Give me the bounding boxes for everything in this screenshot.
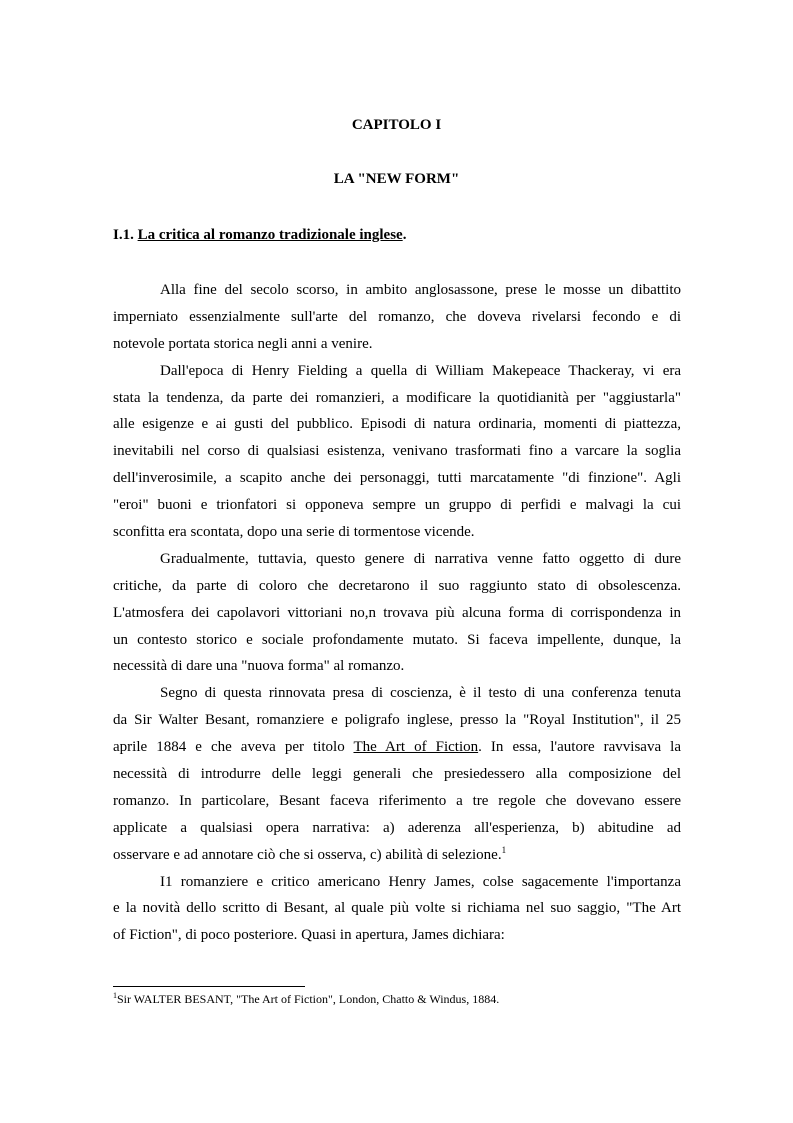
paragraph-4-line-6: applicate a qualsiasi opera narrativa: a) aderenza all'esperienza, b) abitudine ad	[113, 819, 681, 836]
chapter-title: CAPITOLO I	[351, 117, 442, 133]
body-text	[113, 277, 681, 949]
paragraph-4-line-3-start: aprile 1884 e che aveva per titolo	[113, 739, 354, 756]
paragraph-3-line-4: un contesto storico e sociale profondamente mutato. Si faceva impellente, dunque, la	[113, 631, 681, 648]
paragraph-2-line-6: "eroi" buoni e trionfatori si opponeva sempre un gruppo di perfidi e malvagi la cui	[113, 497, 681, 514]
paragraph-2-line-2: stata la tendenza, da parte dei romanzieri, a modificare la quotidianità per "aggiustarla"	[113, 389, 681, 406]
paragraph-4-line-4: necessità di introdurre delle leggi generali che presiedessero alla composizione del	[113, 766, 681, 783]
paragraph-3-line-3: L'atmosfera dei capolavori vittoriani no,n trovava più alcuna forma di corrispondenza in	[113, 604, 681, 621]
footnote-reference: 1	[501, 844, 507, 855]
section-number: I.1.	[113, 227, 134, 243]
paragraph-5-line-3: of Fiction", di poco posteriore. Quasi in apertura, James dichiara:	[113, 927, 505, 944]
footnote	[113, 991, 499, 1007]
chapter-subtitle	[0, 170, 793, 188]
paragraph-4-line-1: Segno di questa rinnovata presa di coscienza, è il testo di una conferenza tenuta	[160, 685, 681, 702]
footnote-marker: 1	[113, 991, 117, 1000]
footnote-text: Sir WALTER BESANT, "The Art of Fiction", London, Chatto & Windus, 1884.	[117, 992, 500, 1006]
chapter-heading	[0, 116, 793, 134]
section-title: La critica al romanzo tradizionale inglese	[137, 227, 403, 243]
art-of-fiction-title: The Art of Fiction	[353, 739, 479, 756]
paragraph-2-line-5: dell'inverosimile, a scapito anche dei personaggi, tutti marcatamente "di finzione". Agli	[113, 470, 681, 487]
paragraph-4-line-3	[113, 734, 681, 761]
paragraph-2-line-4: inevitabili nel corso di qualsiasi esistenza, venivano trasformati fino a varcare la soglia	[113, 443, 681, 460]
paragraph-4-line-3-end: . In essa, l'autore ravvisava la	[478, 739, 681, 756]
paragraph-1-line-3: notevole portata storica negli anni a venire.	[113, 335, 373, 352]
paragraph-5-line-2: e la novità dello scritto di Besant, al quale più volte si richiama nel suo saggio, "The Art	[113, 900, 681, 917]
paragraph-4-line-7-text: osservare e ad annotare ciò che si osserva, c) abilità di selezione.	[113, 846, 502, 863]
paragraph-2-line-1: Dall'epoca di Henry Fielding a quella di William Makepeace Thackeray, vi era	[160, 362, 681, 379]
chapter-subtitle-text: LA "NEW FORM"	[333, 171, 460, 187]
paragraph-3-line-1: Gradualmente, tuttavia, questo genere di narrativa venne fatto oggetto di dure	[160, 550, 681, 567]
section-heading	[113, 226, 406, 244]
paragraph-1-line-1: Alla fine del secolo scorso, in ambito anglosassone, prese le mosse un dibattito	[160, 282, 681, 298]
paragraph-4-line-2: da Sir Walter Besant, romanziere e poligrafo inglese, presso la "Royal Institution", il 25	[113, 712, 681, 729]
paragraph-5-line-1: I1 romanziere e critico americano Henry James, colse sagacemente l'importanza	[160, 873, 681, 890]
section-period: .	[402, 227, 407, 243]
paragraph-2-line-3: alle esigenze e ai gusti del pubblico. Episodi di natura ordinaria, momenti di piattezza,	[113, 416, 681, 433]
paragraph-1-line-2: imperniato essenzialmente sull'arte del romanzo, che doveva rivelarsi fecondo e di	[113, 308, 681, 325]
paragraph-2-line-7: sconfitta era scontata, dopo una serie di tormentose vicende.	[113, 524, 475, 541]
paragraph-4-line-7	[113, 842, 681, 869]
paragraph-4-line-5: romanzo. In particolare, Besant faceva riferimento a tre regole che dovevano essere	[113, 792, 681, 809]
paragraph-3-line-2: critiche, da parte di coloro che decretarono il suo raggiunto stato di obsolescenza.	[113, 577, 681, 594]
paragraph-3-line-5: necessità di dare una "nuova forma" al romanzo.	[113, 658, 405, 675]
footnote-divider	[113, 986, 305, 987]
